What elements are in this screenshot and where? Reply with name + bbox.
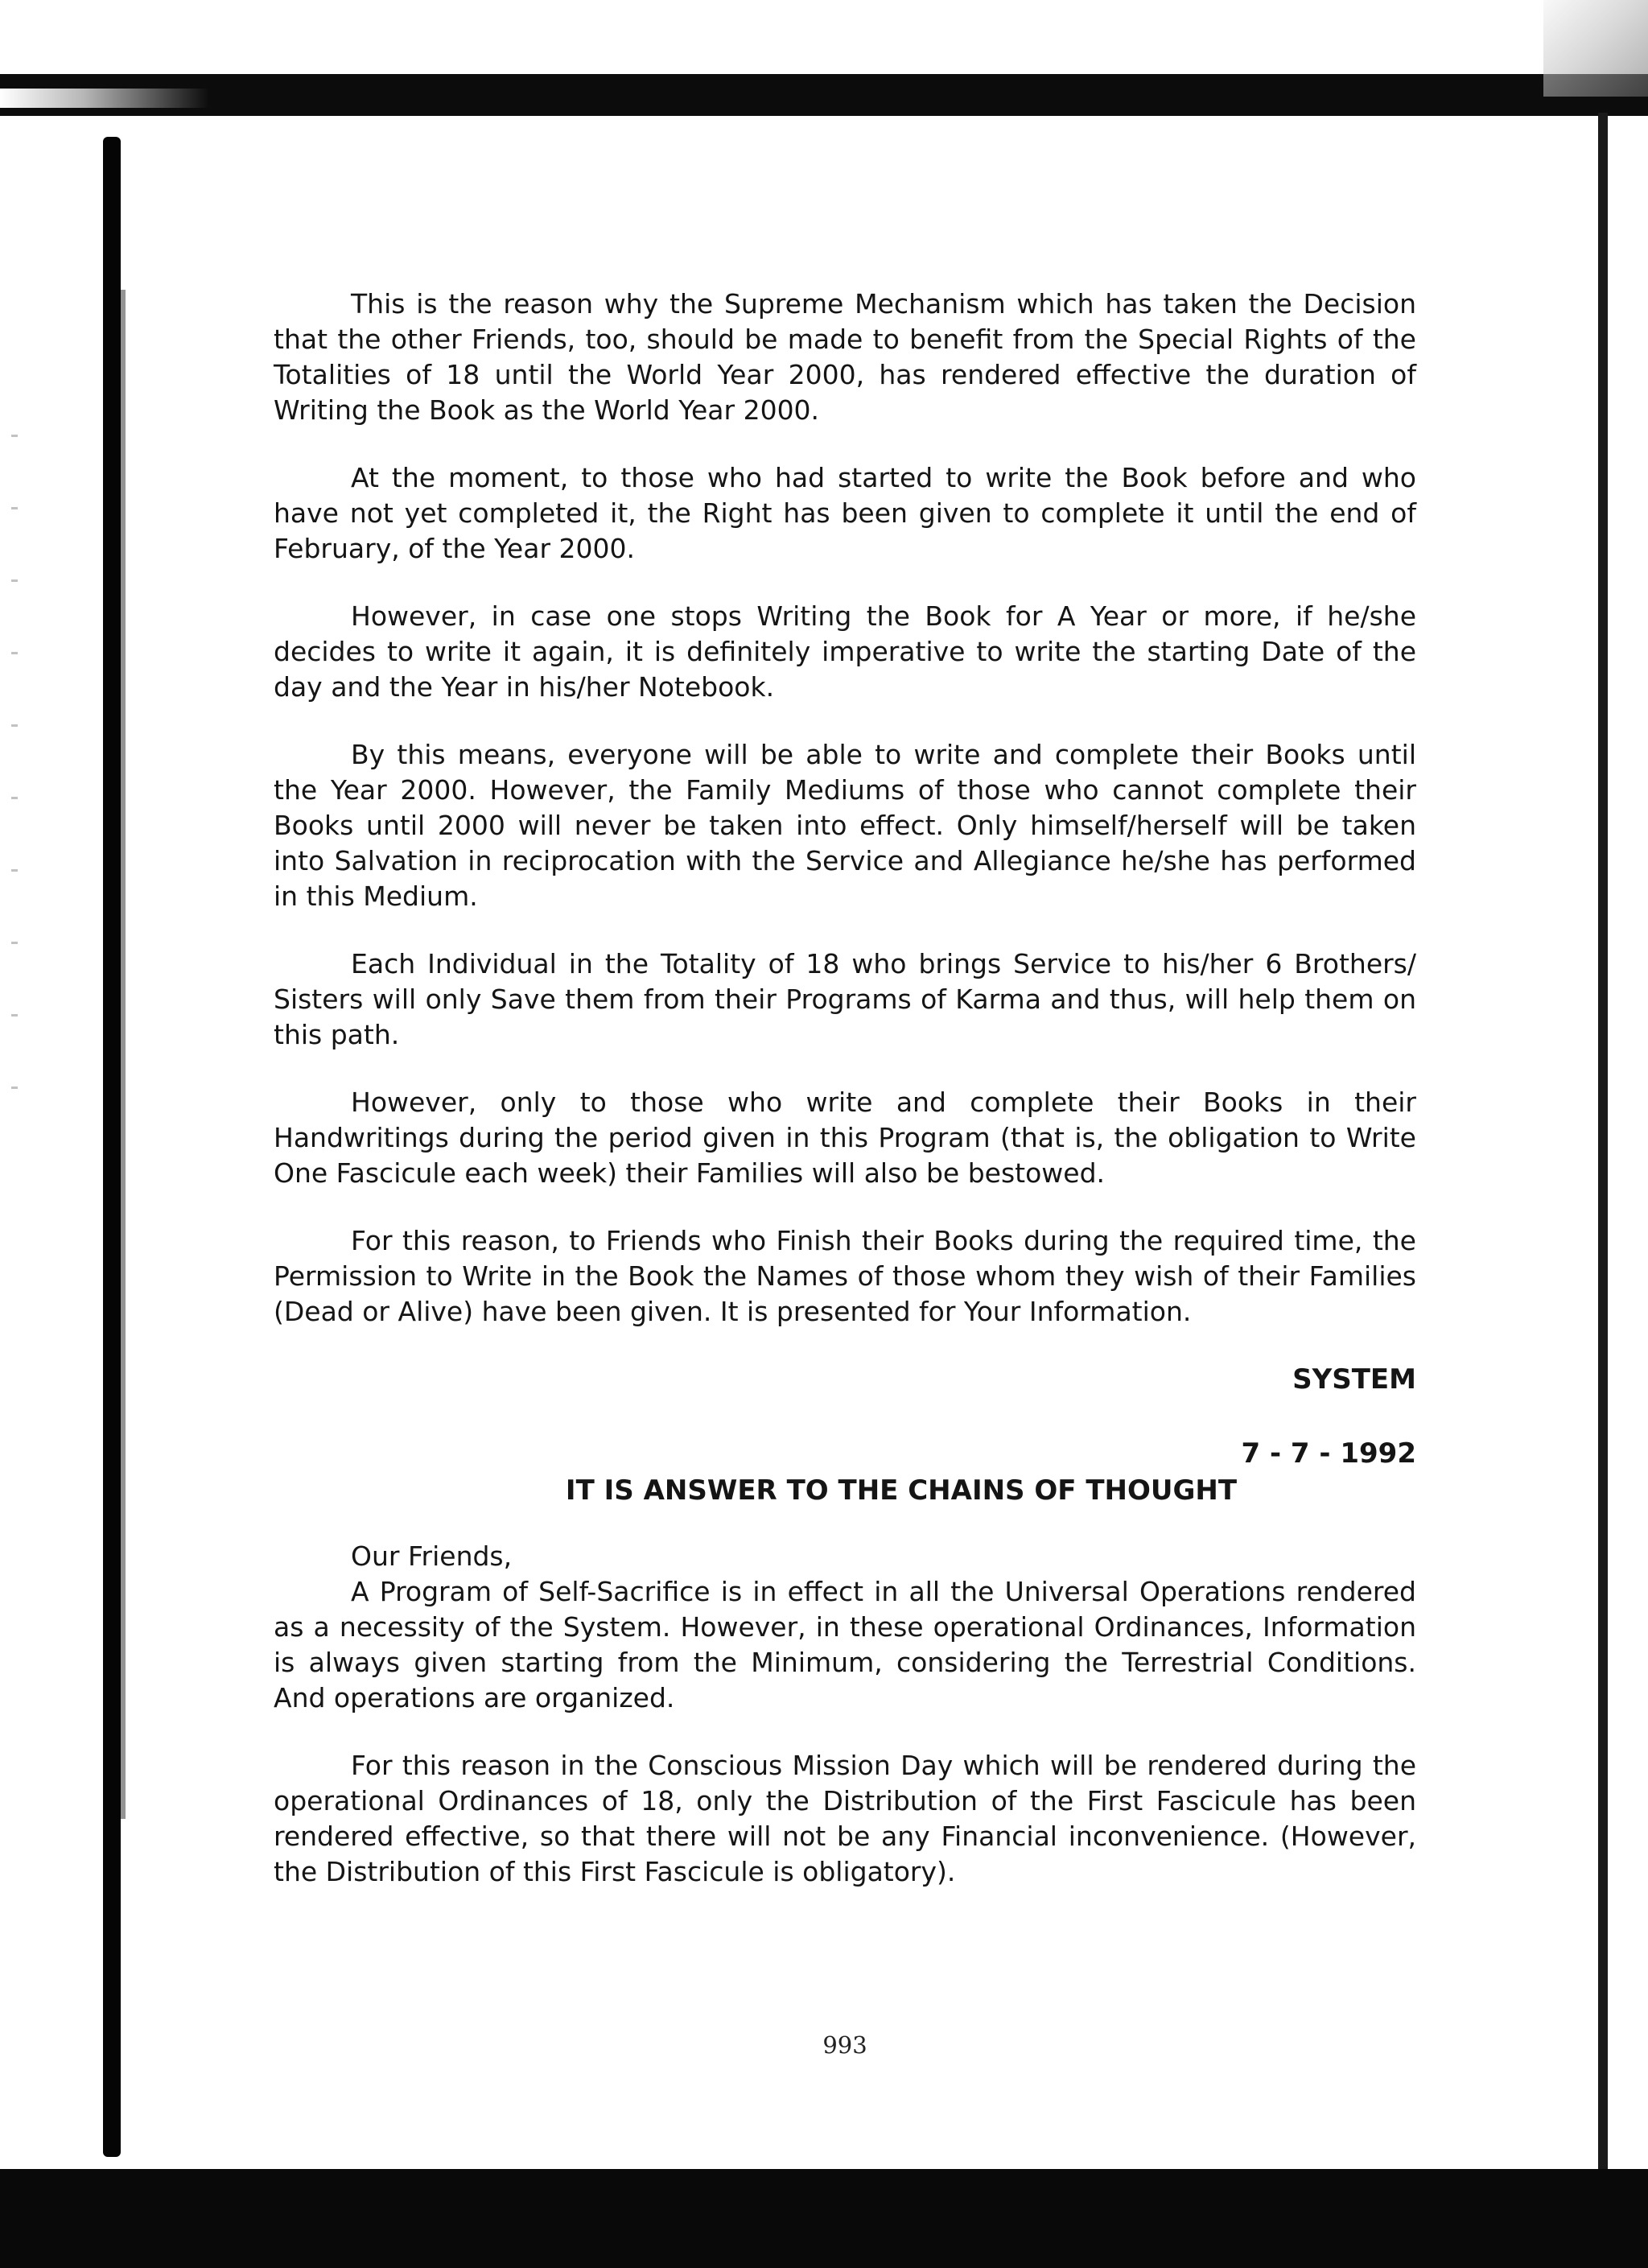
scan-edge-marks xyxy=(11,435,18,1159)
message-date: 7 - 7 - 1992 xyxy=(1241,1437,1416,1470)
scan-bottom-border xyxy=(0,2169,1648,2268)
page-body xyxy=(274,287,1416,1922)
body-paragraph-3: However, in case one stops Writing the Book for A Year or more, if he/she decides to write it again, it is definitely imperative to write the starting Date of the day and the Year in his/her Notebook. xyxy=(274,600,1416,703)
body-paragraph-5: Each Individual in the Totality of 18 who brings Service to his/her 6 Brothers/ Sisters will only Save them from their Programs of Karma and thus, will help them on this path. xyxy=(274,948,1416,1050)
body-paragraph-6: However, only to those who write and complete their Books in their Handwritings during the period given in this Program (that is, the obligation to Write One Fascicule each week) their Families will also be bestowed. xyxy=(274,1087,1416,1189)
second-paragraph-1: A Program of Self-Sacrifice is in effect in all the Universal Operations rendered as a necessity of the System. However, in these operational Ordinances, Information is always given starting from the Minimum, considering the Terrestrial Conditions. And operations are organized. xyxy=(274,1576,1416,1713)
scan-top-border-fade xyxy=(0,89,209,108)
body-paragraph-1: This is the reason why the Supreme Mechanism which has taken the Decision that the other Friends, too, should be made to benefit from the Special Rights of the Totalities of 18 until the World Year 2000, has rendered effective the duration of Writing the Book as the World Year 2000. xyxy=(274,288,1416,426)
scan-top-border xyxy=(0,74,1648,116)
scan-left-spine xyxy=(103,137,121,2157)
scan-corner-mark xyxy=(1543,0,1648,97)
second-paragraph-2: For this reason in the Conscious Mission Day which will be rendered during the operational Ordinances of 18, only the Distribution of the First Fascicule has been rendered effective, so that there will not be any Financial inconvenience. (However, the Distribution of this First Fascicule is obligatory). xyxy=(274,1750,1416,1887)
body-paragraph-4: By this means, everyone will be able to write and complete their Books until the Year 2000. However, the Family Mediums of those who cannot complete their Books until 2000 will never be taken into effect. Only himself/herself will be taken into Salvation in reciprocation with the Service and Allegiance he/she has performed in this Medium. xyxy=(274,739,1416,912)
body-paragraph-2: At the moment, to those who had started to write the Book before and who have not yet completed it, the Right has been given to complete it until the end of February, of the Year 2000. xyxy=(274,462,1416,564)
section-heading: IT IS ANSWER TO THE CHAINS OF THOUGHT xyxy=(565,1474,1238,1507)
page-number: 993 xyxy=(822,2031,867,2059)
scan-left-spine-shadow xyxy=(121,290,126,1819)
scan-right-edge xyxy=(1598,113,1608,2173)
salutation: Our Friends, xyxy=(351,1540,513,1572)
body-paragraph-7: For this reason, to Friends who Finish their Books during the required time, the Permission to Write in the Book the Names of those whom they wish of their Families (Dead or Alive) have been given. It is presented for Your Information. xyxy=(274,1225,1416,1327)
signature: SYSTEM xyxy=(1292,1363,1416,1396)
